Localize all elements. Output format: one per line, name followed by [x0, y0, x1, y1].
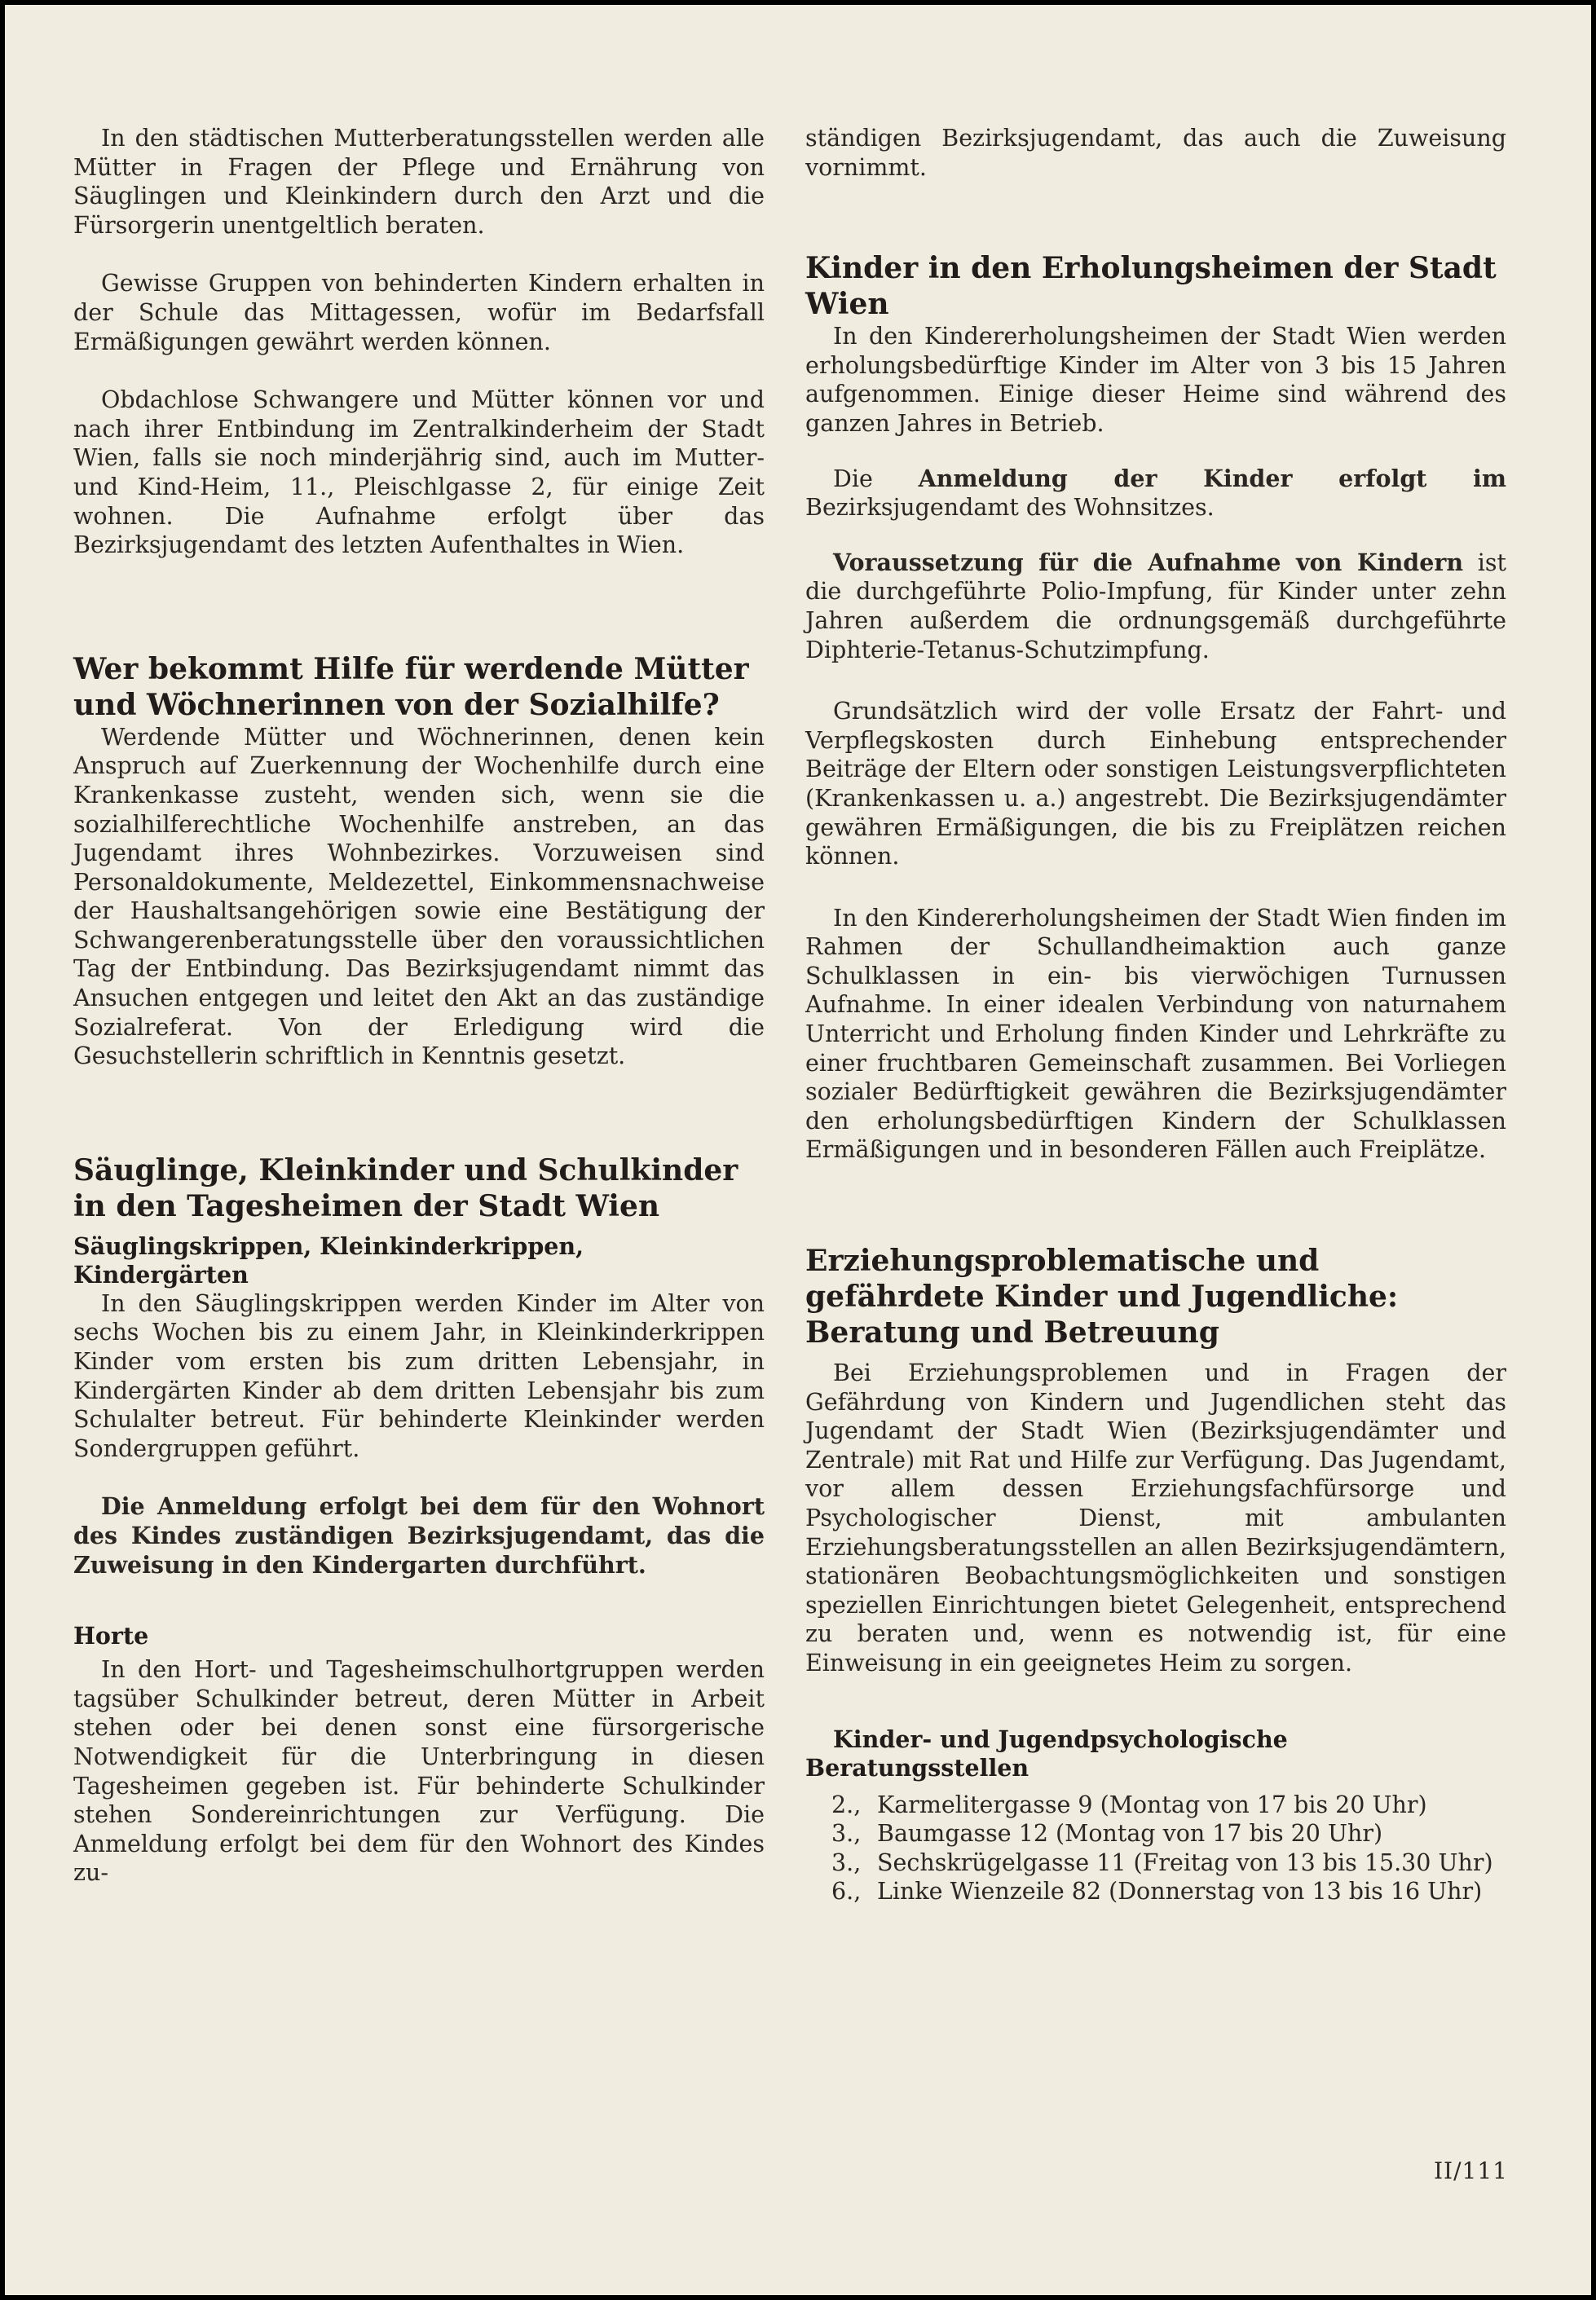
paragraph-mittagessen: Gewisse Gruppen von behinderten Kindern erhalten in der Schule das Mittagessen, wofür im Bedarfsfall Ermäßigungen gewährt werden können.	[73, 270, 765, 355]
text-pre: Die	[833, 465, 919, 492]
left-column	[73, 124, 765, 1888]
district-number: 3.,	[831, 1820, 862, 1848]
paragraph-krippen: In den Säuglingskrippen werden Kinder im Alter von sechs Wochen bis zu einem Jahr, in Kleinkinderkrippen Kinder vom ersten bis zum dritten Lebensjahr, in Kindergärten Kinder ab dem dritten Lebensjahr bis zum Schulalter betreut. Für behinderte Kleinkinder werden Sondergruppen geführt.	[73, 1289, 765, 1462]
heading-erholungsheime: Kinder in den Erholungsheimen der Stadt Wien	[805, 251, 1497, 322]
paragraph-mutterberatung: In den städtischen Mutterberatungsstellen werden alle Mütter in Fragen der Pflege und Ernährung von Säuglingen und Kleinkindern durch den Arzt und die Fürsorgerin unentgeltlich beraten.	[73, 125, 765, 239]
paragraph-erholungsheime: In den Kindererholungsheimen der Stadt Wien werden erholungsbedürftige Kinder im Alter von 3 bis 15 Jahren aufgenommen. Einige dieser Heime sind während des ganzen Jahres in Betrieb.	[805, 323, 1506, 437]
text-bold: Voraussetzung für die Aufnahme von Kindern	[833, 548, 1464, 576]
address-list	[805, 1791, 1506, 1906]
address-text: Baumgasse 12 (Montag von 17 bis 20 Uhr)	[877, 1820, 1383, 1848]
heading-tagesheime: Säuglinge, Kleinkinder und Schulkinder in den Tagesheimen der Stadt Wien	[73, 1152, 738, 1223]
right-column	[805, 124, 1506, 1906]
address-item	[831, 1848, 1506, 1878]
text-post: ist die durchgeführte Polio-Impfung, für Kinder unter zehn Jahren außerdem die ordnungsgemäß durchgeführte Diphterie-Tetanus-Schutzimpfung.	[805, 549, 1506, 663]
text-bold: Anmeldung der Kinder erfolgt im	[918, 464, 1507, 492]
text-post: Bezirksjugendamt des Wohnsitzes.	[805, 494, 1215, 522]
district-number: 2.,	[831, 1791, 862, 1818]
paragraph-schullandheim: In den Kindererholungsheimen der Stadt Wien finden im Rahmen der Schullandheimaktion auch ganze Schulklassen in ein- bis vierwöchigen Turnussen Aufnahme. In einer idealen Verbindung von naturnahem Unterricht und Erholung finden Kinder und Lehrkräfte zu einer fruchtbaren Gemeinschaft zusammen. Bei Vorliegen sozialer Bedürftigkeit gewähren die Bezirksjugendämter den erholungsbedürftigen Kindern der Schulklassen Ermäßigungen und in besonderen Fällen auch Freiplätze.	[805, 904, 1506, 1164]
address-text: Sechskrügelgasse 11 (Freitag von 13 bis 15.30 Uhr)	[877, 1848, 1493, 1876]
subheading-beratungsstellen: Kinder- und Jugendpsychologische Beratungsstellen	[805, 1725, 1288, 1782]
subheading-krippen: Säuglingskrippen, Kleinkinderkrippen, Kindergärten	[73, 1232, 584, 1289]
paragraph-anmeldung-kindergarten: Die Anmeldung erfolgt bei dem für den Wohnort des Kindes zuständigen Bezirksjugendamt, das die Zuweisung in den Kindergarten durchführt.	[73, 1492, 765, 1579]
document-page	[5, 5, 1591, 2295]
address-text: Linke Wienzeile 82 (Donnerstag von 13 bis 16 Uhr)	[877, 1878, 1483, 1906]
paragraph-wochenhilfe: Werdende Mütter und Wöchnerinnen, denen kein Anspruch auf Zuerkennung der Wochenhilfe durch eine Krankenkasse zusteht, wenden sich, wenn sie die sozialhilferechtliche Wochenhilfe anstreben, an das Jugendamt ihres Wohnbezirkes. Vorzuweisen sind Personaldokumente, Meldezettel, Einkommensnachweise der Haushaltsangehörigen sowie eine Bestätigung der Schwangerenberatungsstelle über den voraussichtlichen Tag der Entbindung. Das Bezirksjugendamt nimmt das Ansuchen entgegen und leitet den Akt an das zuständige Sozialreferat. Von der Erledigung wird die Gesuchstellerin schriftlich in Kenntnis gesetzt.	[73, 723, 765, 1070]
heading-erziehung: Erziehungsproblematische und gefährdete Kinder und Jugendliche: Beratung und Betreuung	[805, 1244, 1399, 1350]
paragraph-zuweisung: ständigen Bezirksjugendamt, das auch die Zuweisung vornimmt.	[805, 125, 1506, 181]
subheading-horte: Horte	[73, 1622, 149, 1650]
paragraph-obdachlose: Obdachlose Schwangere und Mütter können vor und nach ihrer Entbindung im Zentralkinderheim der Stadt Wien, falls sie noch minderjährig sind, auch im Mutter- und Kind-Heim, 11., Pleischlgasse 2, für einige Zeit wohnen. Die Aufnahme erfolgt über das Bezirksjugendamt des letzten Aufenthaltes in Wien.	[73, 386, 765, 559]
paragraph-ersatz: Grundsätzlich wird der volle Ersatz der Fahrt- und Verpflegskosten durch Einhebung entsprechender Beiträge der Eltern oder sonstigen Leistungsverpflichteten (Krankenkassen u. a.) angestrebt. Die Bezirksjugendämter gewähren Ermäßigungen, die bis zu Freiplätzen reichen können.	[805, 698, 1506, 870]
paragraph-anmeldung-kinder	[805, 465, 1506, 522]
address-text: Karmelitergasse 9 (Montag von 17 bis 20 Uhr)	[877, 1791, 1427, 1818]
district-number: 6.,	[831, 1878, 862, 1906]
heading-sozialhilfe: Wer bekommt Hilfe für werdende Mütter und Wöchnerinnen von der Sozialhilfe?	[73, 651, 749, 722]
paragraph-erziehung: Bei Erziehungsproblemen und in Fragen der Gefährdung von Kindern und Jugendlichen steht das Jugendamt der Stadt Wien (Bezirksjugendämter und Zentrale) mit Rat und Hilfe zur Verfügung. Das Jugendamt, vor allem dessen Erziehungsfachfürsorge und Psychologischer Dienst, mit ambulanten Erziehungsberatungsstellen an allen Bezirksjugendämtern, stationären Beobachtungsmöglichkeiten und sonstigen speziellen Einrichtungen bietet Gelegenheit, entsprechend zu beraten und, wenn es notwendig ist, für eine Einweisung in ein geeignetes Heim zu sorgen.	[805, 1359, 1506, 1677]
address-item	[831, 1877, 1506, 1906]
page-number: II/111	[1434, 2157, 1508, 2184]
district-number: 3.,	[831, 1848, 862, 1876]
address-item	[831, 1791, 1506, 1820]
address-item	[831, 1819, 1506, 1848]
paragraph-horte: In den Hort- und Tagesheimschulhortgruppen werden tagsüber Schulkinder betreut, deren Mütter in Arbeit stehen oder bei denen sonst eine fürsorgerische Notwendigkeit für die Unterbringung in diesen Tagesheimen gegeben ist. Für behinderte Schulkinder stehen Sondereinrichtungen zur Verfügung. Die Anmeldung erfolgt bei dem für den Wohnort des Kindes zu-	[73, 1656, 765, 1887]
paragraph-voraussetzung	[805, 549, 1506, 664]
